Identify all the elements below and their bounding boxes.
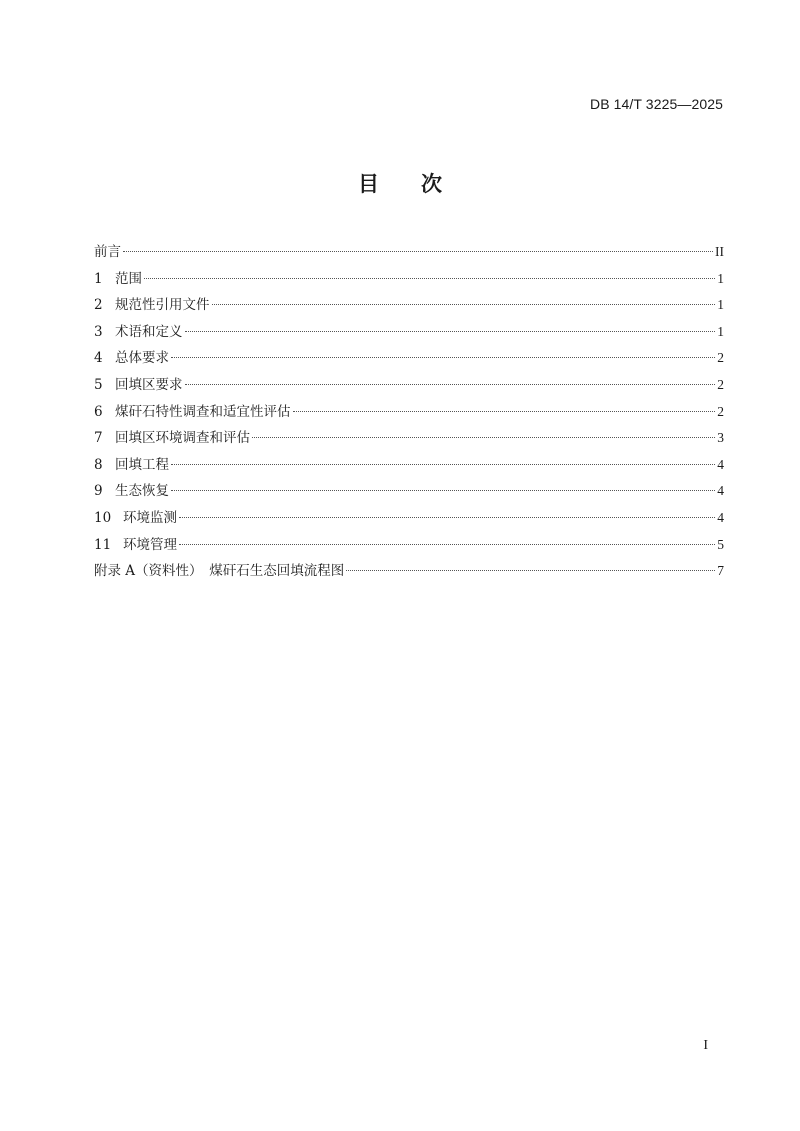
toc-entry-4[interactable] — [94, 345, 724, 372]
toc-entry-page: 4 — [717, 483, 724, 499]
toc-entry-number: 7 — [94, 430, 103, 447]
toc-entry-6[interactable] — [94, 399, 724, 426]
toc-entry-page: 1 — [717, 297, 724, 313]
toc-entry-label: 环境管理 — [123, 536, 177, 553]
toc-entry-label: 回填区环境调查和评估 — [115, 430, 250, 447]
toc-entry-number: 2 — [94, 297, 103, 314]
toc-leader-dots — [252, 437, 715, 438]
toc-entry-page: 3 — [717, 430, 724, 446]
toc-entry-page: 4 — [717, 509, 724, 525]
toc-entry-number: 11 — [94, 536, 112, 553]
toc-entry-number: 9 — [94, 483, 103, 500]
toc-entry-label: 煤矸石特性调查和适宜性评估 — [115, 403, 291, 420]
toc-entry-number: 4 — [94, 350, 103, 367]
toc-leader-dots — [144, 278, 715, 279]
toc-title-char-2: 次 — [421, 172, 442, 196]
toc-entry-label: 回填区要求 — [115, 376, 183, 393]
toc-entry-page: 1 — [717, 270, 724, 286]
toc-entry-7[interactable] — [94, 425, 724, 452]
toc-entry-2[interactable] — [94, 292, 724, 319]
toc-entry-page: II — [715, 244, 724, 259]
toc-entry-label: 总体要求 — [115, 350, 169, 367]
toc-leader-dots — [346, 570, 715, 571]
toc-entry-9[interactable] — [94, 478, 724, 505]
toc-title — [0, 168, 800, 198]
toc-entry-page: 2 — [717, 403, 724, 419]
toc-entry-appendix-a[interactable] — [94, 558, 724, 585]
toc-leader-dots — [179, 517, 715, 518]
toc-entry-11[interactable] — [94, 532, 724, 559]
toc-entry-label: 回填工程 — [115, 456, 169, 473]
toc-entry-page: 4 — [717, 456, 724, 472]
toc-leader-dots — [179, 544, 715, 545]
toc-entry-page: 7 — [717, 563, 724, 579]
toc-entry-label: 前言 — [94, 244, 121, 260]
toc-entry-number: 6 — [94, 403, 103, 420]
toc-entry-5[interactable] — [94, 372, 724, 399]
toc-leader-dots — [171, 464, 715, 465]
toc-entry-1[interactable] — [94, 266, 724, 293]
toc-leader-dots — [171, 490, 715, 491]
toc-entry-number: 8 — [94, 456, 103, 473]
toc-leader-dots — [212, 304, 716, 305]
toc-leader-dots — [171, 357, 715, 358]
toc-entry-8[interactable] — [94, 452, 724, 479]
toc-list — [94, 239, 724, 585]
toc-entry-number: 5 — [94, 376, 103, 393]
toc-entry-page: 5 — [717, 536, 724, 552]
toc-entry-number: 1 — [94, 270, 103, 287]
toc-entry-page: 2 — [717, 376, 724, 392]
toc-entry-3[interactable] — [94, 319, 724, 346]
toc-entry-label: 范围 — [115, 270, 142, 287]
toc-entry-label: 附录 A（资料性） 煤矸石生态回填流程图 — [94, 563, 345, 580]
toc-entry-page: 1 — [717, 323, 724, 339]
toc-entry-number: 10 — [94, 509, 112, 526]
toc-entry-foreword[interactable] — [94, 239, 724, 266]
toc-entry-page: 2 — [717, 350, 724, 366]
page-number: I — [703, 1038, 708, 1053]
toc-entry-label: 生态恢复 — [115, 483, 169, 500]
toc-entry-number: 3 — [94, 323, 103, 340]
toc-leader-dots — [123, 251, 713, 252]
toc-entry-label: 规范性引用文件 — [115, 297, 210, 314]
toc-entry-10[interactable] — [94, 505, 724, 532]
document-code: DB 14/T 3225—2025 — [590, 96, 723, 112]
toc-leader-dots — [185, 331, 716, 332]
toc-entry-label: 环境监测 — [123, 509, 177, 526]
toc-leader-dots — [185, 384, 716, 385]
toc-leader-dots — [293, 411, 716, 412]
toc-title-char-1: 目 — [358, 172, 379, 196]
toc-entry-label: 术语和定义 — [115, 323, 183, 340]
